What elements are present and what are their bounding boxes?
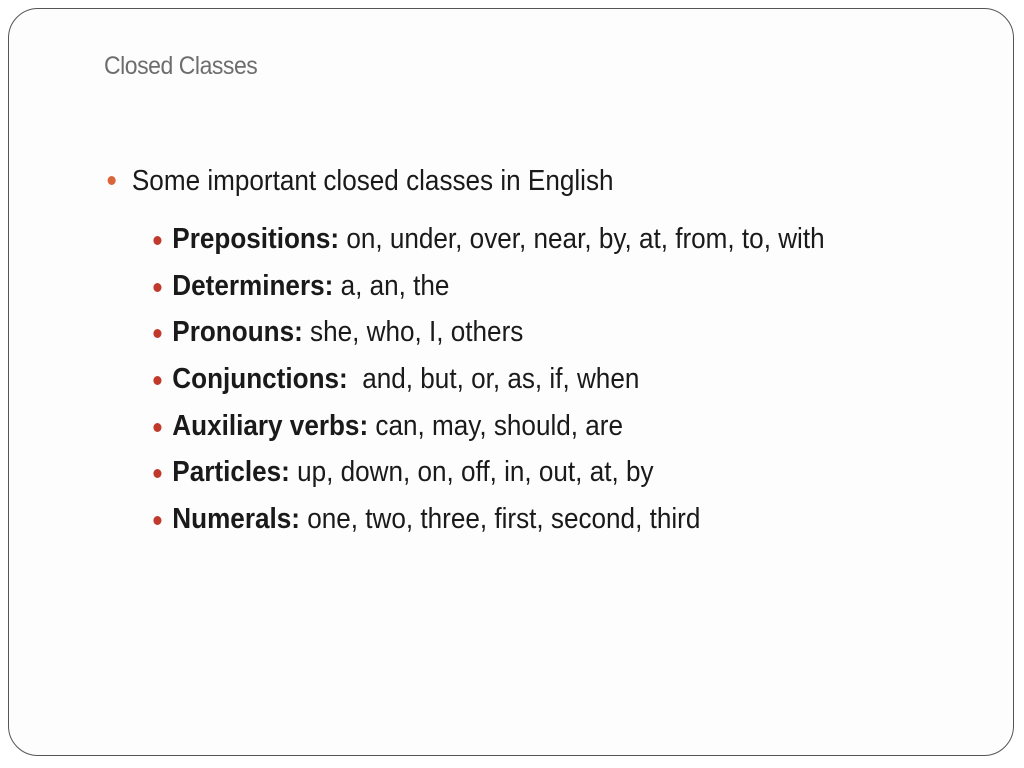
list-item	[148, 356, 825, 403]
bullet-dot-icon	[153, 236, 161, 245]
list-item	[148, 403, 825, 450]
term-examples: she, who, I, others	[302, 316, 524, 349]
term-examples: can, may, should, are	[368, 409, 624, 442]
list-item	[148, 496, 825, 543]
list-item	[148, 263, 825, 310]
term-examples: a, an, the	[333, 269, 450, 302]
main-bullet-text: Some important closed classes in English	[131, 165, 614, 197]
term-label: Pronouns:	[172, 316, 303, 349]
bullet-dot-icon	[153, 516, 161, 525]
term-examples: on, under, over, near, by, at, from, to, with	[339, 223, 825, 255]
bullet-list	[104, 162, 670, 200]
list-item	[148, 449, 825, 496]
term-label: Determiners:	[172, 269, 334, 302]
main-bullet	[104, 162, 614, 200]
slide-title: Closed Classes	[104, 52, 258, 80]
term-label: Conjunctions:	[172, 363, 348, 396]
bullet-dot-icon	[153, 283, 161, 292]
bullet-dot-icon	[153, 329, 161, 338]
bullet-dot-icon	[153, 376, 161, 385]
term-label: Numerals:	[172, 503, 300, 536]
bullet-dot-icon	[153, 423, 161, 432]
term-examples: and, but, or, as, if, when	[347, 363, 640, 396]
list-item	[148, 309, 825, 356]
term-label: Auxiliary verbs:	[172, 409, 369, 442]
sub-bullet-list	[148, 216, 900, 543]
bullet-dot-icon	[153, 469, 161, 478]
term-examples: one, two, three, first, second, third	[299, 503, 701, 536]
bullet-dot-icon	[108, 176, 116, 185]
term-label: Particles:	[172, 456, 290, 489]
list-item	[148, 216, 825, 263]
term-examples: up, down, on, off, in, out, at, by	[289, 456, 654, 489]
term-label: Prepositions:	[172, 223, 340, 255]
